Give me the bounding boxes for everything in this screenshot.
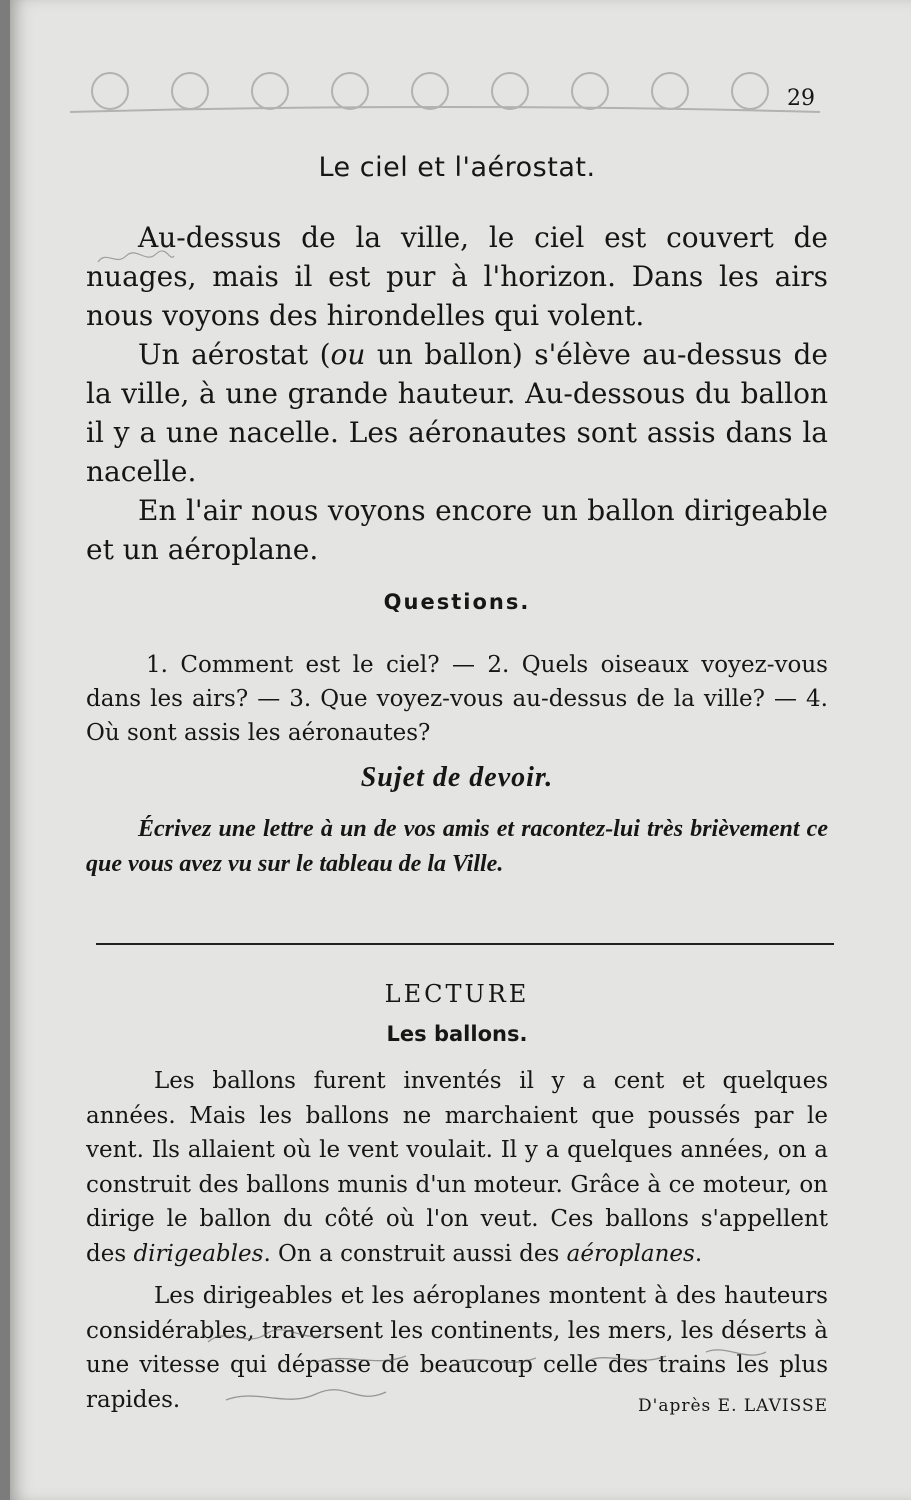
decorative-header-ornament — [70, 62, 820, 120]
text-run: Les dirigeables et les aéroplanes montent à des hauteurs considérables, traversent les continents, les mers, les déserts à une vitesse qui dépasse de beaucoup celle des trains les plus rapides. — [86, 1283, 828, 1413]
text-run: un ballon) s'élève au-dessus de la ville, à une grande hauteur. Au-dessous du ballon il y a une nacelle. Les aéronautes sont assis dans la nacelle. — [86, 338, 828, 488]
italic-word: ou — [330, 338, 366, 371]
questions-body — [86, 648, 828, 750]
assignment-text: Écrivez une lettre à un de vos amis et racontez-lui très brièvement ce que vous avez vu sur le tableau de la Ville. — [86, 816, 828, 877]
italic-word: aéroplanes — [566, 1240, 695, 1267]
section-divider — [96, 943, 834, 945]
assignment-heading: Sujet de devoir. — [360, 762, 554, 793]
paragraph — [86, 335, 828, 491]
italic-word: dirigeables — [133, 1240, 264, 1267]
section-title: Le ciel et l'aérostat. — [318, 152, 596, 183]
questions-text: 1. Comment est le ciel? — 2. Quels oiseaux voyez-vous dans les airs? — 3. Que voyez-vous au-dessus de la ville? — 4. Où sont assis les aéronautes? — [86, 652, 828, 746]
assignment-body — [86, 812, 828, 882]
text-run: . — [694, 1240, 703, 1267]
handwritten-scribble — [96, 248, 176, 268]
questions-heading: Questions. — [383, 590, 531, 614]
handwritten-scribble — [206, 1322, 846, 1412]
paragraph — [86, 1064, 828, 1271]
book-page — [10, 0, 911, 1500]
text-run: Les ballons furent inventés il y a cent et quelques années. Mais les ballons ne marchaient que poussés par le vent. Ils allaient où le vent voulait. Il y a quelques années, on a construit des ballons munis d'un moteur. Grâce à ce moteur, on dirige le ballon du côté où l'on veut. Ces ballons s'appellent des — [86, 1068, 828, 1267]
reading-heading: LECTURE — [384, 980, 530, 1008]
paragraph: En l'air nous voyons encore un ballon dirigeable et un aéroplane. — [86, 494, 828, 566]
reading-title: Les ballons. — [386, 1022, 528, 1046]
page-number: 29 — [787, 86, 815, 111]
section-body — [86, 218, 828, 569]
text-run: Un aérostat ( — [138, 338, 331, 371]
paragraph: Au-dessus de la ville, le ciel est couvert de nuages, mais il est pur à l'horizon. Dans les airs nous voyons des hirondelles qui volent. — [86, 221, 828, 332]
attribution: D'après E. LAVISSE — [638, 1395, 828, 1416]
text-run: . On a construit aussi des — [263, 1240, 567, 1267]
